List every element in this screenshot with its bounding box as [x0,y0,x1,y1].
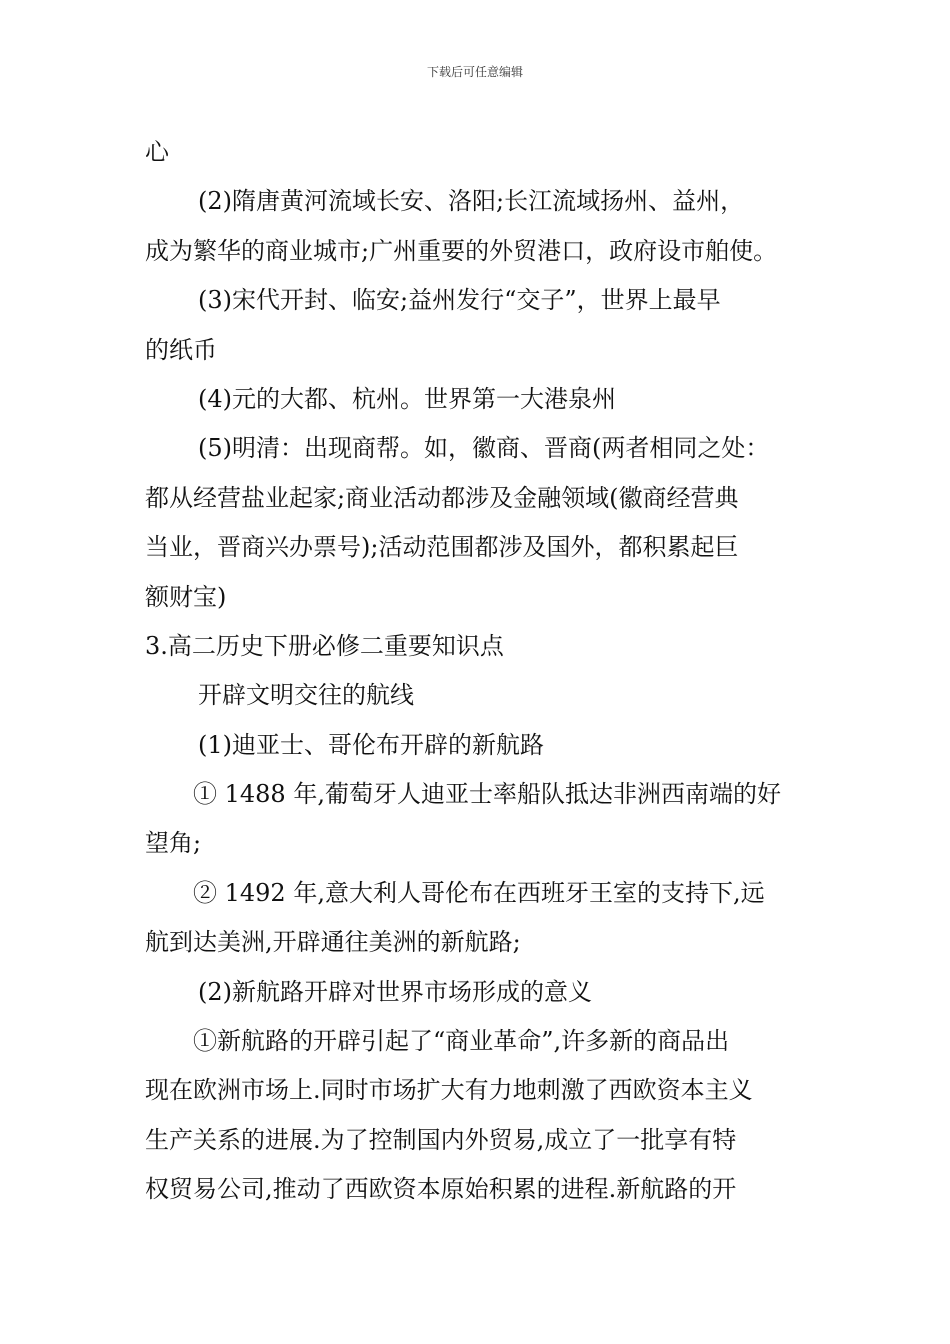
text-line: (5)明清：出现商帮。如，徽商、晋商(两者相同之处： [198,434,770,463]
section-heading: 3.高二历史下册必修二重要知识点 [145,631,504,660]
text-line: 都从经营盐业起家;商业活动都涉及金融领域(徽商经营典 [145,483,739,512]
text-line: (4)元的大都、杭州。世界第一大港泉州 [198,384,616,413]
text-line: 成为繁华的商业城市;广州重要的外贸港口，政府设市舶使。 [145,236,778,265]
text-line: 心 [145,138,169,166]
text-line: 现在欧洲市场上.同时市场扩大有力地刺激了西欧资本主义 [145,1076,753,1105]
text-line: (1)迪亚士、哥伦布开辟的新航路 [198,730,544,759]
document-body [145,128,815,1215]
text-line: 当业，晋商兴办票号);活动范围都涉及国外，都积累起巨 [145,533,739,562]
text-line: 额财宝) [145,582,227,611]
text-line: (3)宋代开封、临安;益州发行“交子”，世界上最早 [198,286,721,315]
page-header-note: 下载后可任意编辑 [426,65,523,79]
text-line: ② 1492 年,意大利人哥伦布在西班牙王室的支持下,远 [193,878,765,907]
text-line: (2)隋唐黄河流域长安、洛阳;长江流域扬州、益州， [198,187,745,216]
text-line: ① 1488 年,葡萄牙人迪亚士率船队抵达非洲西南端的好 [193,780,781,809]
text-line: 望角; [145,829,202,858]
text-line: ①新航路的开辟引起了“商业革命”,许多新的商品出 [193,1027,730,1056]
text-line: 航到达美洲,开辟通往美洲的新航路; [145,928,521,957]
subsection-title: 开辟文明交往的航线 [198,681,414,710]
text-line: 权贸易公司,推动了西欧资本原始积累的进程.新航路的开 [145,1175,737,1204]
text-line: 的纸币 [145,335,217,364]
text-line: 生产关系的进展.为了控制国内外贸易,成立了一批享有特 [145,1125,737,1154]
text-line: (2)新航路开辟对世界市场形成的意义 [198,977,592,1006]
